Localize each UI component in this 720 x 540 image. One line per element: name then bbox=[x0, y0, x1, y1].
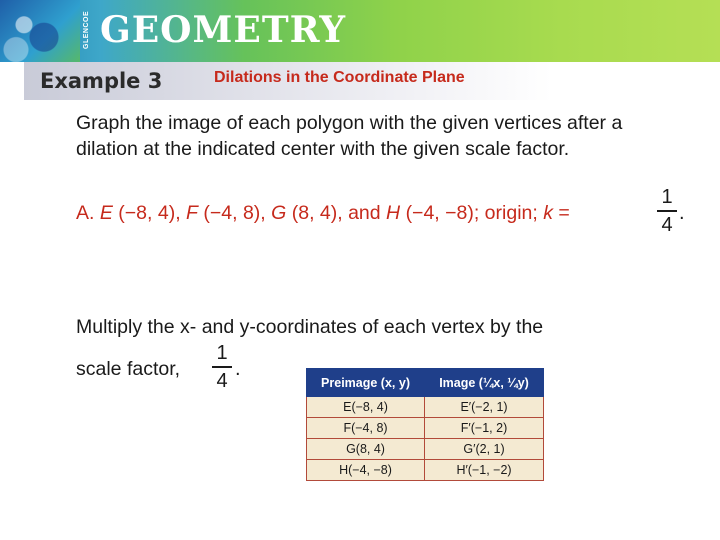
example-title: Dilations in the Coordinate Plane bbox=[214, 69, 465, 86]
image-cell: F′(−1, 2) bbox=[425, 418, 544, 439]
explanation-line-2: scale factor, bbox=[76, 358, 181, 380]
fraction-bar bbox=[657, 210, 677, 212]
explanation-line-1: Multiply the x- and y-coordinates of each vertex by the bbox=[76, 316, 544, 338]
table-row bbox=[307, 397, 544, 418]
equals-sign: = bbox=[558, 202, 570, 224]
fraction-numerator: 1 bbox=[661, 186, 673, 208]
image-cell: H′(−1, −2) bbox=[425, 460, 544, 481]
preimage-cell: H(−4, −8) bbox=[307, 460, 425, 481]
table-header-row bbox=[307, 369, 544, 397]
fraction-denominator: 4 bbox=[216, 369, 228, 392]
vertex-f-coords: (−4, 8), bbox=[203, 202, 266, 224]
image-cell: G′(2, 1) bbox=[425, 439, 544, 460]
header-banner bbox=[0, 0, 720, 62]
instructions-text: Graph the image of each polygon with the given vertices after a dilation at the indicated center with the given scale factor. bbox=[76, 112, 623, 160]
image-cell: E′(−2, 1) bbox=[425, 397, 544, 418]
header-image: Image (¼x, ¼y) bbox=[425, 369, 544, 397]
fraction-denominator: 4 bbox=[661, 213, 673, 236]
table-row bbox=[307, 439, 544, 460]
vertex-f-name: F bbox=[186, 202, 198, 224]
part-a-period: . bbox=[679, 202, 685, 224]
fraction-bar bbox=[212, 366, 232, 368]
explanation-period: . bbox=[235, 358, 241, 380]
example-header bbox=[24, 62, 552, 100]
table-row bbox=[307, 418, 544, 439]
fraction-numerator: 1 bbox=[216, 342, 228, 364]
header-preimage: Preimage (x, y) bbox=[307, 369, 425, 397]
preimage-cell: F(−4, 8) bbox=[307, 418, 425, 439]
table-row bbox=[307, 460, 544, 481]
brand-title: GEOMETRY bbox=[100, 9, 347, 51]
vertex-h-coords: (−4, −8); origin; bbox=[405, 202, 538, 224]
vertex-g-coords: (8, 4), and bbox=[291, 202, 381, 224]
logo-swirl-graphic bbox=[0, 0, 80, 62]
part-a-prefix: A. bbox=[76, 202, 95, 224]
publisher-label: GLENCOE bbox=[83, 10, 90, 50]
part-a-problem bbox=[76, 200, 676, 226]
preimage-cell: G(8, 4) bbox=[307, 439, 425, 460]
preimage-cell: E(−8, 4) bbox=[307, 397, 425, 418]
scale-fraction-a bbox=[657, 186, 677, 236]
dilation-table bbox=[306, 368, 544, 481]
scale-fraction-b bbox=[212, 342, 232, 392]
vertex-h-name: H bbox=[386, 202, 401, 224]
vertex-e-coords: (−8, 4), bbox=[118, 202, 181, 224]
scale-variable: k bbox=[543, 202, 553, 224]
vertex-e-name: E bbox=[99, 202, 113, 224]
vertex-g-name: G bbox=[271, 202, 287, 224]
example-label: Example 3 bbox=[40, 69, 163, 93]
